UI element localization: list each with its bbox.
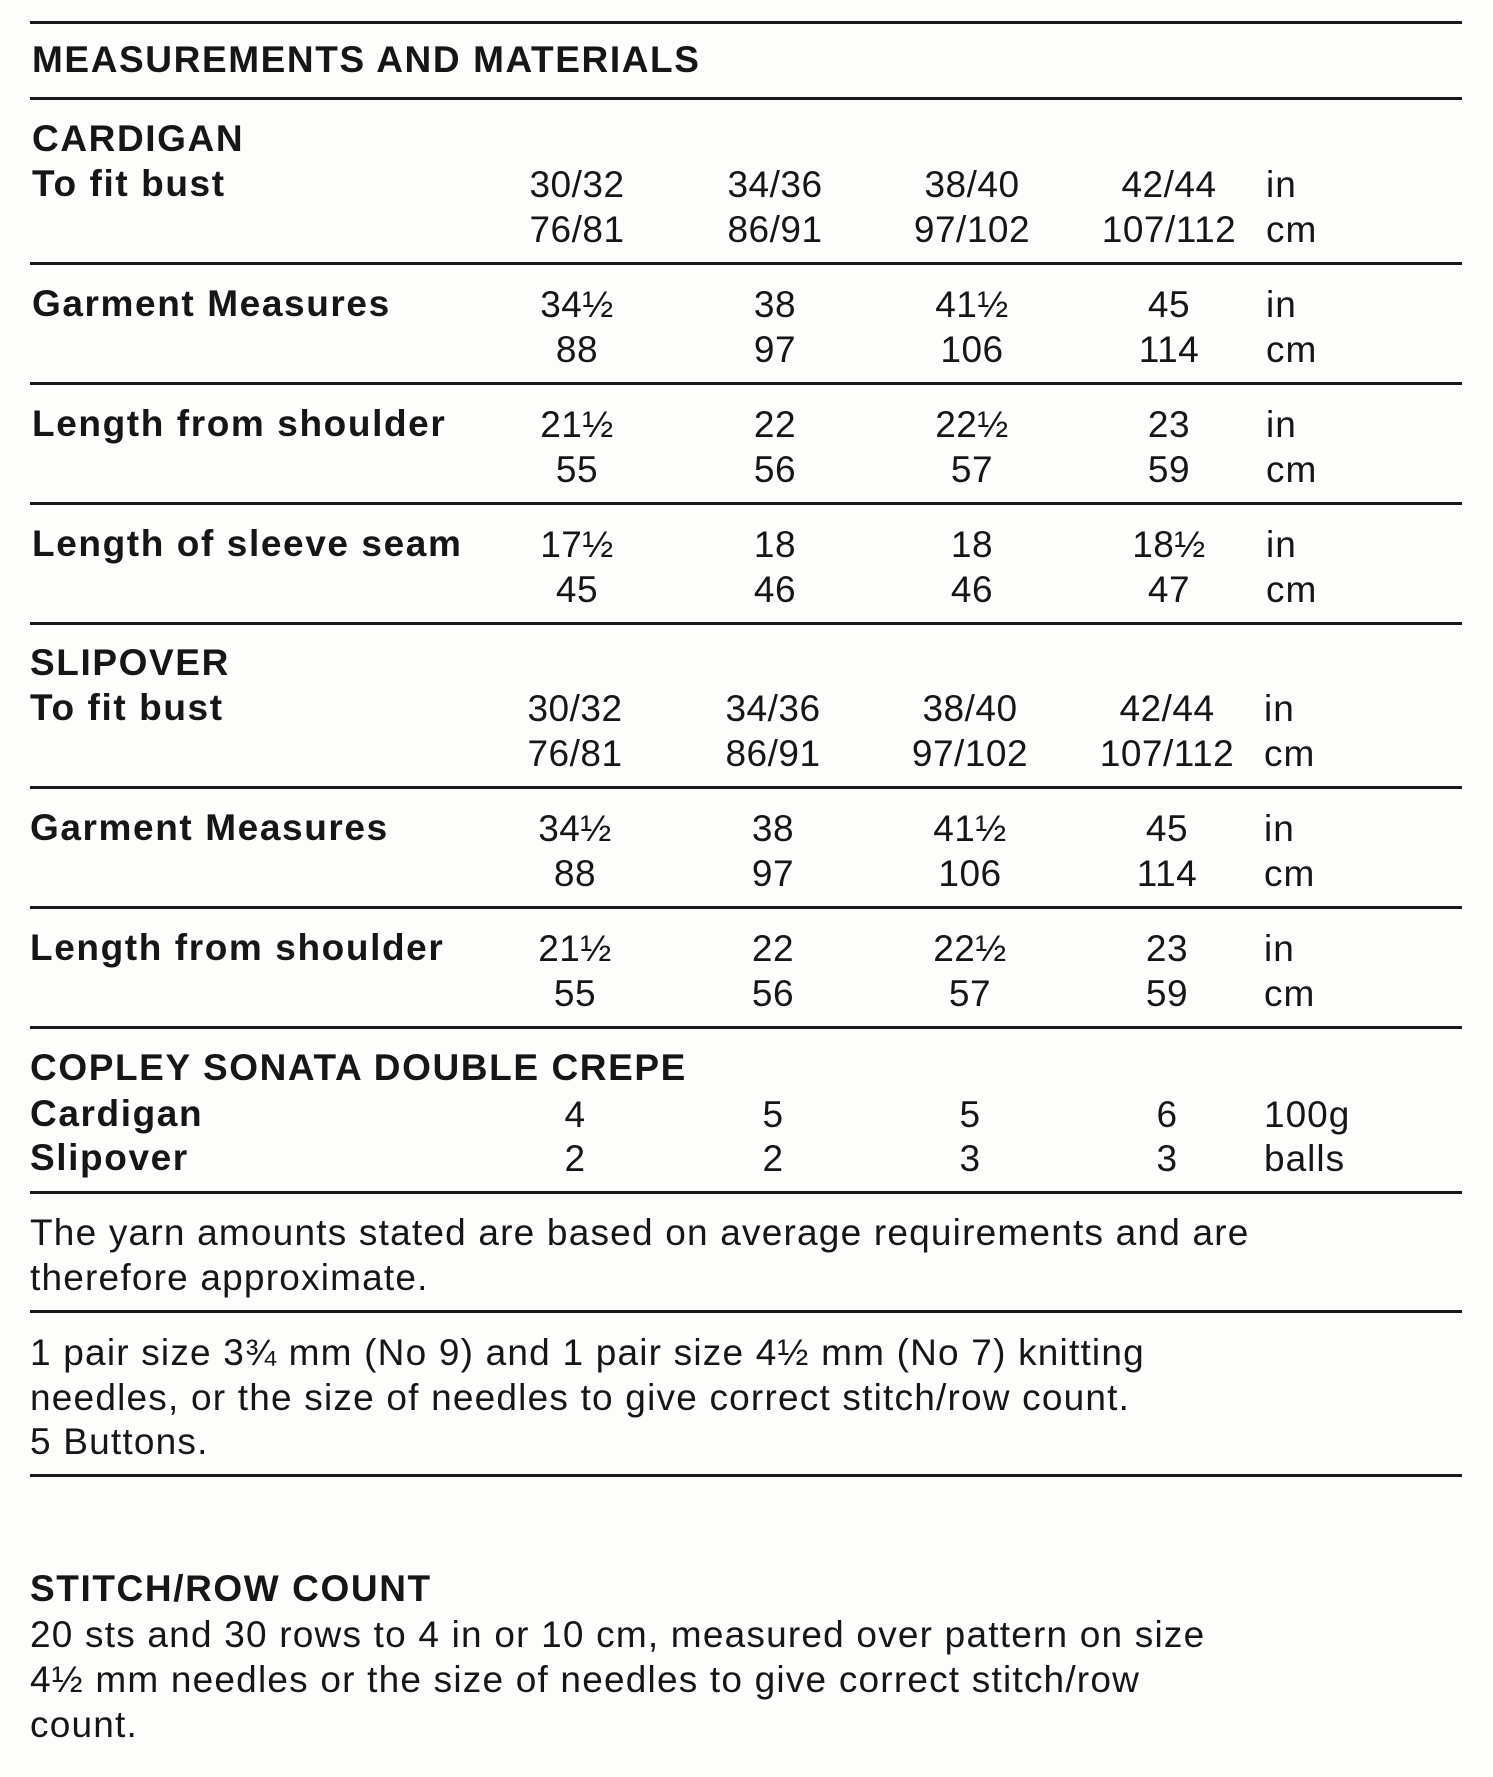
value-cell: 3 bbox=[1156, 1138, 1178, 1179]
row-label: To fit bust bbox=[30, 687, 224, 728]
rule bbox=[30, 97, 1462, 100]
value-cell: 106 bbox=[940, 329, 1004, 370]
row-label: Slipover bbox=[30, 1137, 189, 1178]
value-cell: 21½ bbox=[538, 928, 612, 969]
value-cell: 56 bbox=[751, 973, 795, 1014]
value-cell: 106 bbox=[938, 853, 1002, 894]
value-cell: 18 bbox=[950, 524, 994, 565]
row-label: Length from shoulder bbox=[32, 403, 447, 444]
unit-label: in bbox=[1266, 284, 1297, 325]
value-cell: 97 bbox=[753, 329, 797, 370]
value-cell: 41½ bbox=[933, 808, 1007, 849]
value-cell: 57 bbox=[950, 449, 994, 490]
value-cell: 41½ bbox=[935, 284, 1009, 325]
value-cell: 38/40 bbox=[924, 164, 1020, 205]
rule bbox=[30, 1026, 1462, 1029]
value-cell: 34½ bbox=[540, 284, 614, 325]
page-title: MEASUREMENTS AND MATERIALS bbox=[32, 39, 701, 80]
value-cell: 76/81 bbox=[527, 733, 623, 774]
value-cell: 22½ bbox=[933, 928, 1007, 969]
rule bbox=[30, 1191, 1462, 1194]
value-cell: 38 bbox=[753, 284, 797, 325]
unit-label: cm bbox=[1266, 209, 1318, 250]
unit-label: in bbox=[1264, 928, 1295, 969]
value-cell: 5 bbox=[959, 1094, 981, 1135]
value-cell: 56 bbox=[753, 449, 797, 490]
stitch-line: 20 sts and 30 rows to 4 in or 10 cm, measured over pattern on size bbox=[30, 1614, 1206, 1655]
unit-label: cm bbox=[1264, 973, 1316, 1014]
value-cell: 46 bbox=[753, 569, 797, 610]
value-cell: 23 bbox=[1147, 404, 1191, 445]
value-cell: 2 bbox=[762, 1138, 784, 1179]
unit-label: 100g bbox=[1264, 1094, 1351, 1135]
unit-label: cm bbox=[1266, 569, 1318, 610]
unit-label: in bbox=[1264, 688, 1295, 729]
value-cell: 57 bbox=[948, 973, 992, 1014]
value-cell: 97/102 bbox=[911, 733, 1029, 774]
value-cell: 34/36 bbox=[725, 688, 821, 729]
needles-line: needles, or the size of needles to give correct stitch/row count. bbox=[30, 1377, 1131, 1418]
value-cell: 2 bbox=[564, 1138, 586, 1179]
value-cell: 30/32 bbox=[527, 688, 623, 729]
value-cell: 59 bbox=[1145, 973, 1189, 1014]
value-cell: 17½ bbox=[540, 524, 614, 565]
rule bbox=[30, 21, 1462, 24]
value-cell: 97/102 bbox=[913, 209, 1031, 250]
value-cell: 21½ bbox=[540, 404, 614, 445]
value-cell: 46 bbox=[950, 569, 994, 610]
rule bbox=[30, 502, 1462, 505]
row-label: Length from shoulder bbox=[30, 927, 445, 968]
cardigan-heading: CARDIGAN bbox=[32, 118, 245, 159]
value-cell: 114 bbox=[1138, 329, 1200, 370]
value-cell: 88 bbox=[553, 853, 597, 894]
value-cell: 107/112 bbox=[1101, 209, 1237, 250]
value-cell: 114 bbox=[1136, 853, 1198, 894]
rule bbox=[30, 906, 1462, 909]
value-cell: 86/91 bbox=[727, 209, 823, 250]
value-cell: 55 bbox=[555, 449, 599, 490]
value-cell: 18 bbox=[753, 524, 797, 565]
rule bbox=[30, 786, 1462, 789]
value-cell: 6 bbox=[1156, 1094, 1178, 1135]
value-cell: 76/81 bbox=[529, 209, 625, 250]
unit-label: cm bbox=[1264, 853, 1316, 894]
value-cell: 23 bbox=[1145, 928, 1189, 969]
stitch-line: 4½ mm needles or the size of needles to give correct stitch/row bbox=[30, 1659, 1141, 1700]
value-cell: 38/40 bbox=[922, 688, 1018, 729]
value-cell: 38 bbox=[751, 808, 795, 849]
value-cell: 59 bbox=[1147, 449, 1191, 490]
unit-label: cm bbox=[1264, 733, 1316, 774]
value-cell: 97 bbox=[751, 853, 795, 894]
yarn-note-line: therefore approximate. bbox=[30, 1257, 429, 1298]
unit-label: in bbox=[1266, 404, 1297, 445]
stitch-line: count. bbox=[30, 1704, 138, 1745]
needles-line: 5 Buttons. bbox=[30, 1421, 209, 1462]
yarn-heading: COPLEY SONATA DOUBLE CREPE bbox=[30, 1047, 687, 1088]
unit-label: balls bbox=[1264, 1138, 1346, 1179]
rule bbox=[30, 382, 1462, 385]
value-cell: 30/32 bbox=[529, 164, 625, 205]
value-cell: 45 bbox=[1145, 808, 1189, 849]
slipover-heading: SLIPOVER bbox=[30, 642, 230, 683]
rule bbox=[30, 1310, 1462, 1313]
needles-line: 1 pair size 3¾ mm (No 9) and 1 pair size 4½ mm (No 7) knitting bbox=[30, 1332, 1145, 1373]
value-cell: 45 bbox=[1147, 284, 1191, 325]
value-cell: 3 bbox=[959, 1138, 981, 1179]
value-cell: 34/36 bbox=[727, 164, 823, 205]
value-cell: 42/44 bbox=[1119, 688, 1215, 729]
rule bbox=[30, 1474, 1462, 1477]
unit-label: in bbox=[1264, 808, 1295, 849]
rule bbox=[30, 622, 1462, 625]
yarn-note-line: The yarn amounts stated are based on average requirements and are bbox=[30, 1212, 1250, 1253]
row-label: Cardigan bbox=[30, 1093, 204, 1134]
unit-label: cm bbox=[1266, 329, 1318, 370]
value-cell: 4 bbox=[564, 1094, 586, 1135]
value-cell: 42/44 bbox=[1121, 164, 1217, 205]
row-label: Length of sleeve seam bbox=[32, 523, 463, 564]
rule bbox=[30, 262, 1462, 265]
value-cell: 22 bbox=[751, 928, 795, 969]
value-cell: 5 bbox=[762, 1094, 784, 1135]
value-cell: 86/91 bbox=[725, 733, 821, 774]
value-cell: 55 bbox=[553, 973, 597, 1014]
stitch-heading: STITCH/ROW COUNT bbox=[30, 1568, 432, 1609]
unit-label: in bbox=[1266, 524, 1297, 565]
value-cell: 22½ bbox=[935, 404, 1009, 445]
row-label: Garment Measures bbox=[30, 807, 389, 848]
row-label: To fit bust bbox=[32, 163, 226, 204]
unit-label: cm bbox=[1266, 449, 1318, 490]
unit-label: in bbox=[1266, 164, 1297, 205]
value-cell: 107/112 bbox=[1099, 733, 1235, 774]
value-cell: 18½ bbox=[1132, 524, 1206, 565]
row-label: Garment Measures bbox=[32, 283, 391, 324]
value-cell: 47 bbox=[1147, 569, 1191, 610]
value-cell: 22 bbox=[753, 404, 797, 445]
value-cell: 88 bbox=[555, 329, 599, 370]
value-cell: 45 bbox=[555, 569, 599, 610]
value-cell: 34½ bbox=[538, 808, 612, 849]
